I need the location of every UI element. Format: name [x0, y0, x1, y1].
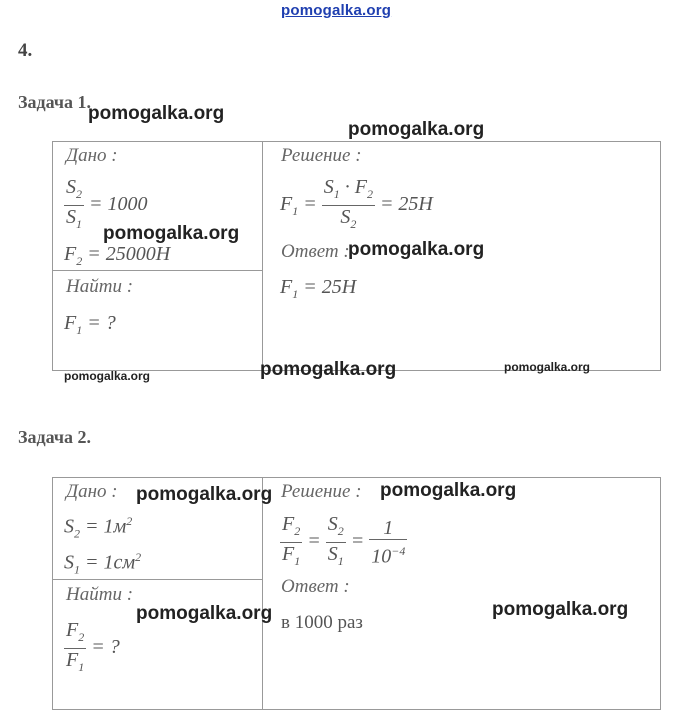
task1-find-label: Найти :: [66, 276, 134, 297]
task1-solution-eq: $F_1$ = $\frac{S_1 \cdot F_2}{S_2}$ = 25H: [280, 176, 433, 231]
task1-given-force-value: = 25000H: [87, 243, 171, 265]
task1-find-value: = ?: [87, 312, 116, 334]
task1-find-expr: $F_1$ = ?: [64, 312, 116, 337]
task1-answer-value: = 25H: [303, 276, 357, 298]
task2-find-expr: $\frac{F_2}{F_1}$ = ?: [66, 619, 120, 674]
top-watermark[interactable]: pomogalka.org: [281, 2, 392, 19]
watermark: pomogalka.org: [504, 360, 591, 374]
task2-table: [52, 477, 661, 710]
task2-given-s1-value: = 1см: [85, 551, 136, 574]
task2-divider-vertical: [262, 477, 263, 710]
watermark: pomogalka.org: [348, 239, 485, 260]
section-number: 4.: [18, 40, 33, 61]
watermark: pomogalka.org: [103, 223, 240, 244]
task1-solution-result: = 25H: [379, 193, 433, 216]
task2-answer-text: в 1000 раз: [281, 612, 363, 633]
task1-given-ratio-value: = 1000: [89, 193, 148, 216]
task2-ten: 10: [371, 545, 392, 568]
task1-given-force: $F_2 = 25000H$: [64, 243, 171, 268]
watermark: pomogalka.org: [260, 359, 397, 380]
task2-given-s2: $S_2 = 1м^2$: [64, 514, 133, 541]
task1-given-label: Дано :: [66, 145, 118, 166]
task2-solution-eq: $\frac{F_2}{F_1}$ = $\frac{S_2}{S_1}$ = $\frac{1}{10^{-4}}$: [282, 513, 406, 568]
task1-answer-label: Ответ :: [281, 241, 350, 262]
task1-divider-vertical: [262, 141, 263, 371]
watermark: pomogalka.org: [380, 480, 517, 501]
task2-find-label: Найти :: [66, 584, 134, 605]
task2-title: Задача 2.: [18, 427, 92, 447]
task1-given-ratio: $\frac{S_2}{S_1}$ = 1000: [66, 176, 148, 231]
watermark: pomogalka.org: [492, 599, 629, 620]
task2-given-s2-value: = 1м: [85, 515, 127, 538]
task2-numerator: 1: [369, 517, 407, 540]
task2-exponent: −4: [391, 544, 406, 559]
task1-answer-expr: $F_1 = 25H$: [280, 276, 357, 301]
watermark: pomogalka.org: [348, 119, 485, 140]
watermark: pomogalka.org: [64, 369, 151, 383]
task2-given-label: Дано :: [66, 481, 118, 502]
task2-find-value: = ?: [91, 636, 120, 659]
watermark: pomogalka.org: [88, 103, 225, 124]
task2-given-s1: $S_1 = 1см^2$: [64, 550, 142, 577]
watermark: pomogalka.org: [136, 484, 273, 505]
task1-divider-horizontal: [52, 270, 263, 271]
task1-title: Задача 1.: [18, 92, 92, 112]
task2-divider-horizontal: [52, 579, 263, 580]
watermark: pomogalka.org: [136, 603, 273, 624]
task1-solution-label: Решение :: [281, 145, 362, 166]
task2-solution-label: Решение :: [281, 481, 362, 502]
task2-answer-label: Ответ :: [281, 576, 350, 597]
